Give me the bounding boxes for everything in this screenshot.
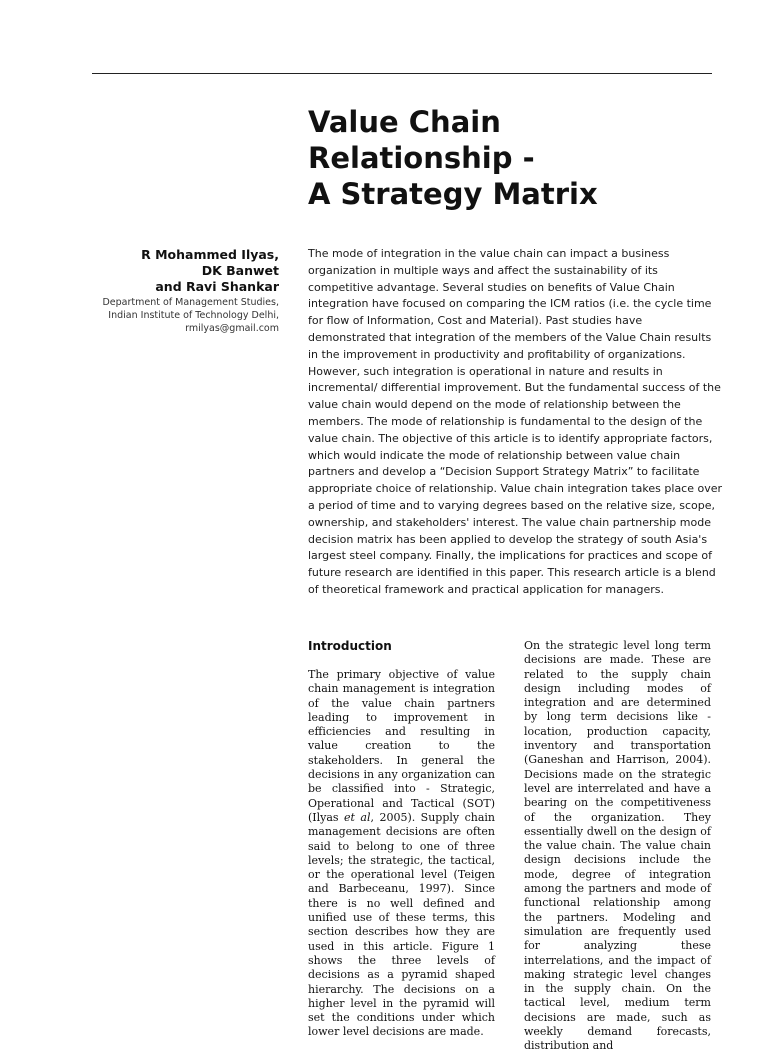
abstract-line: decision matrix has been applied to develop the strategy of south Asia's [308,532,708,546]
body-column-left [308,668,495,1040]
abstract-line: However, such integration is operational in nature and results in [308,364,663,378]
citation-italic: et al [344,810,371,824]
title-line: Relationship - [308,141,535,175]
body-column-right [524,639,711,1054]
abstract-line: integration have focused on comparing the ICM ratios (i.e. the cycle time [308,297,712,311]
abstract-line: future research are identified in this paper. This research article is a blend [308,566,716,580]
affiliation-line: Department of Management Studies, [102,297,279,308]
body-paragraph: On the strategic level long term decisions are made. These are related to the supply chain design including modes of integration and are determined by long term decisions like - location, production capacity, inventory and transportation (Ganeshan and Harrison, 2004). Decisions made on the strategic level are interrelated and have a bearing on the competitiveness of the organization. They essentially dwell on the design of the value chain. The value chain design decisions include the mode, degree of integration among the partners and mode of functional relationship among the partners. Modeling and simulation are frequently used for analyzing these interrelations, and the impact of making strategic level changes in the supply chain. On the tactical level, medium term decisions are made, such as weekly demand forecasts, distribution and [524,639,711,1053]
abstract-line: members. The mode of relationship is fundamental to the design of the [308,414,703,428]
abstract-line: value chain. The objective of this article is to identify appropriate factors, [308,431,713,445]
header-rule [92,73,712,74]
abstract-line: largest steel company. Finally, the implications for practices and scope of [308,549,712,563]
body-paragraph [308,668,495,1040]
abstract-line: which would indicate the mode of relationship between value chain [308,448,681,462]
abstract-line: of theoretical framework and practical application for managers. [308,582,665,596]
abstract-line: demonstrated that integration of the members of the Value Chain results [308,330,712,344]
abstract [308,246,723,599]
affiliation-line: Indian Institute of Technology Delhi, [108,310,279,321]
abstract-line: The mode of integration in the value chain can impact a business [308,247,670,260]
section-heading-introduction: Introduction [308,639,392,653]
abstract-line: in the improvement in productivity and profitability of organizations. [308,347,686,361]
author-name: and Ravi Shankar [155,279,279,294]
abstract-line: organization in multiple ways and affect the sustainability of its [308,263,658,277]
abstract-line: competitive advantage. Several studies on benefits of Value Chain [308,280,675,294]
abstract-line: for flow of Information, Cost and Material). Past studies have [308,314,643,328]
author-affiliation [95,296,279,335]
abstract-line: incremental/ differential improvement. But the fundamental success of the [308,381,721,395]
author-email: rmilyas@gmail.com [185,323,279,334]
abstract-line: value chain would depend on the mode of relationship between the [308,398,681,412]
article-title [308,104,728,212]
title-line: A Strategy Matrix [308,177,598,211]
body-text: The primary objective of value chain management is integration of the value chain partners leading to improvement in efficiencies and resulting in value creation to the stakeholders. In general the decisions in any organization can be classified into - Strategic, Operational and Tactical (SOT) (Ilyas [308,668,495,824]
author-block [95,247,279,335]
body-text: , 2005). Supply chain management decisions are often said to belong to one of three levels; the strategic, the tactical, or the operational level (Teigen and Barbeceanu, 1997). Since there is no well defined and unified use of these terms, this section describes how they are used in this article. Figure 1 shows the three levels of decisions as a pyramid shaped hierarchy. The decisions on a higher level in the pyramid will set the conditions under which lower level decisions are made. [308,810,495,1039]
abstract-line: appropriate choice of relationship. Value chain integration takes place over [308,482,723,496]
abstract-line: ownership, and stakeholders' interest. The value chain partnership mode [308,515,711,529]
author-name: R Mohammed Ilyas, [141,247,279,262]
author-name: DK Banwet [201,263,279,278]
author-names [95,247,279,295]
title-line: Value Chain [308,105,501,139]
abstract-line: partners and develop a “Decision Support Strategy Matrix” to facilitate [308,465,700,479]
abstract-line: a period of time and to varying degrees based on the relative size, scope, [308,498,716,512]
